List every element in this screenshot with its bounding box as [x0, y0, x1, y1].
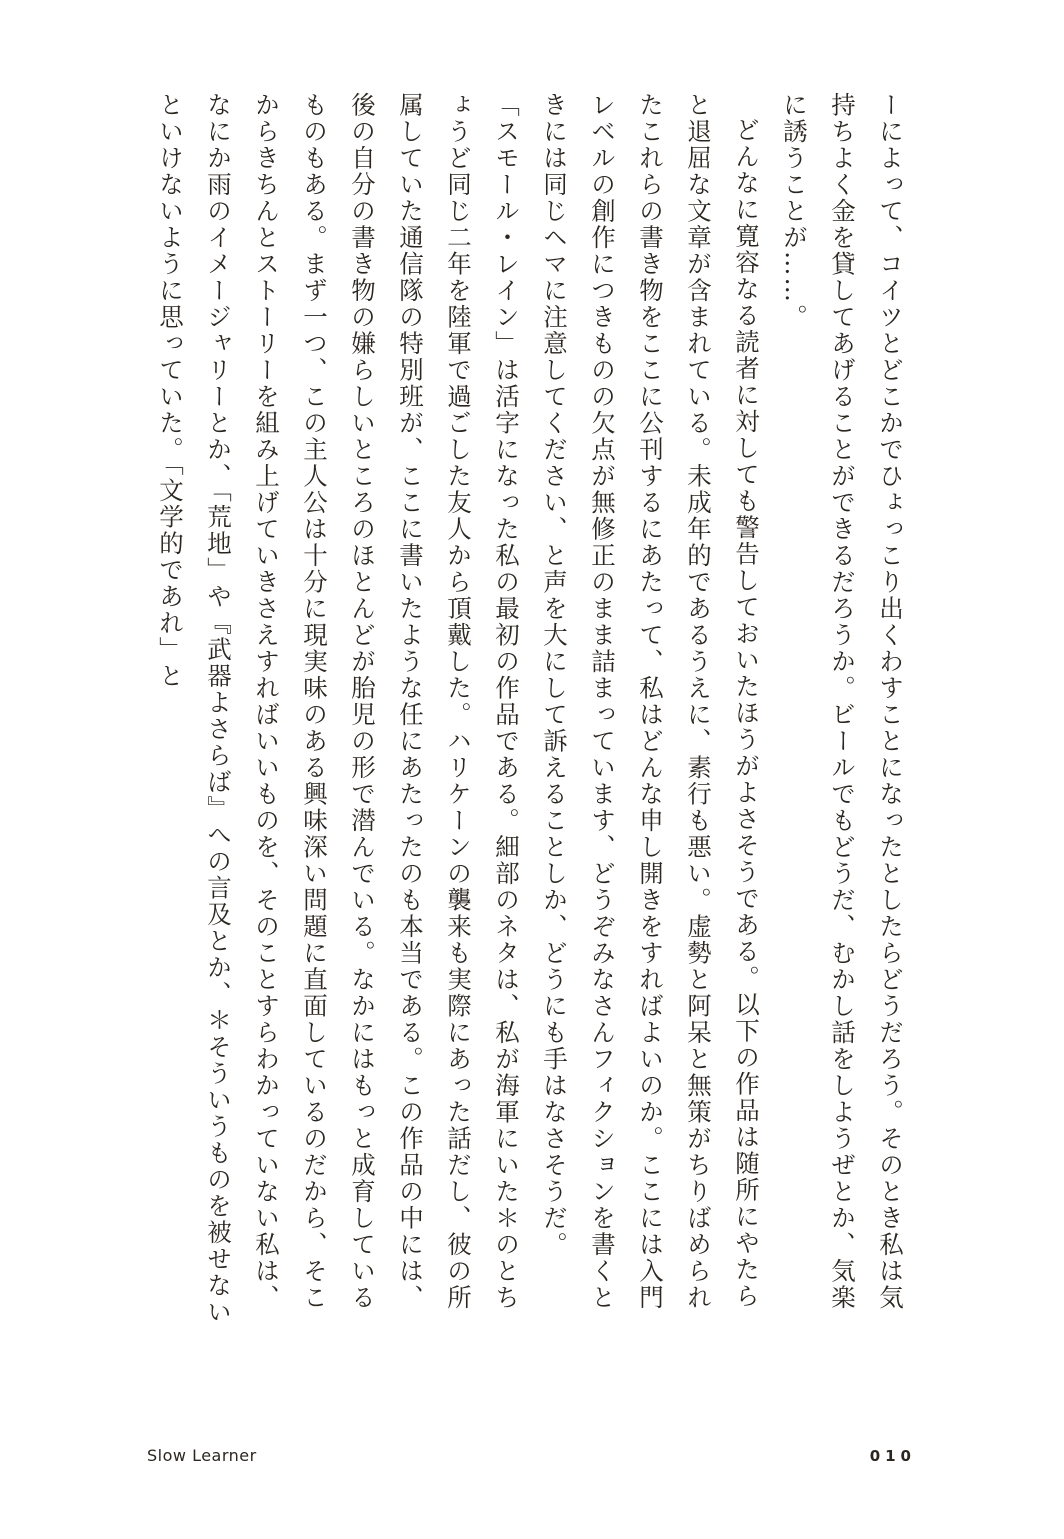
- vertical-text-body: [144, 92, 914, 1332]
- paragraph-1: ーによって、コイツとどこかでひょっこり出くわすことになったとしたらどうだろう。そのとき私は気持ちよく金を貸してあげることができるだろうか。ビールでもどうだ、むかし話をしようぜとか、気楽に誘うことが……。: [780, 92, 905, 1311]
- running-footer-title: Slow Learner: [147, 1446, 257, 1465]
- page-number: 010: [869, 1447, 916, 1465]
- paragraph-3: 「スモール・レイン」は活字になった私の最初の作品である。細部のネタは、私が海軍にいた＊のとちょうど同じ二年を陸軍で過ごした友人から頂戴した。ハリケーンの襲来も実際にあった話だし、彼の所属していた通信隊の特別班が、ここに書いたような任にあたったのも本当である。この作品の中には、後の自分の書き物の嫌らしいところのほとんどが胎児の形で潜んでいる。なかにはもっと成育しているものもある。まず一つ、この主人公は十分に現実味のある興味深い問題に直面しているのだから、そこからきちんとストーリーを組み上げていきさえすればいいものを、そのことすらわかっていない私は、なにか雨のイメージャリーとか、「荒地」や『武器よさらば』への言及とか、＊そういうものを被せないといけないように思っていた。「文学的であれ」と: [156, 92, 521, 1326]
- paragraph-2: どんなに寛容なる読者に対しても警告しておいたほうがよさそうである。以下の作品は随所にやたらと退屈な文章が含まれている。未成年的であるうえに、素行も悪い。虚勢と阿呆と無策がちりばめられたこれらの書き物をここに公刊するにあたって、私はどんな申し開きをすればよいのか。ここには入門レベルの創作につきものの欠点が無修正のまま詰まっています、どうぞみなさんフィクションを書くときには同じヘマに注意してください、と声を大にして訴えることしか、どうにも手はなさそうだ。: [540, 92, 761, 1311]
